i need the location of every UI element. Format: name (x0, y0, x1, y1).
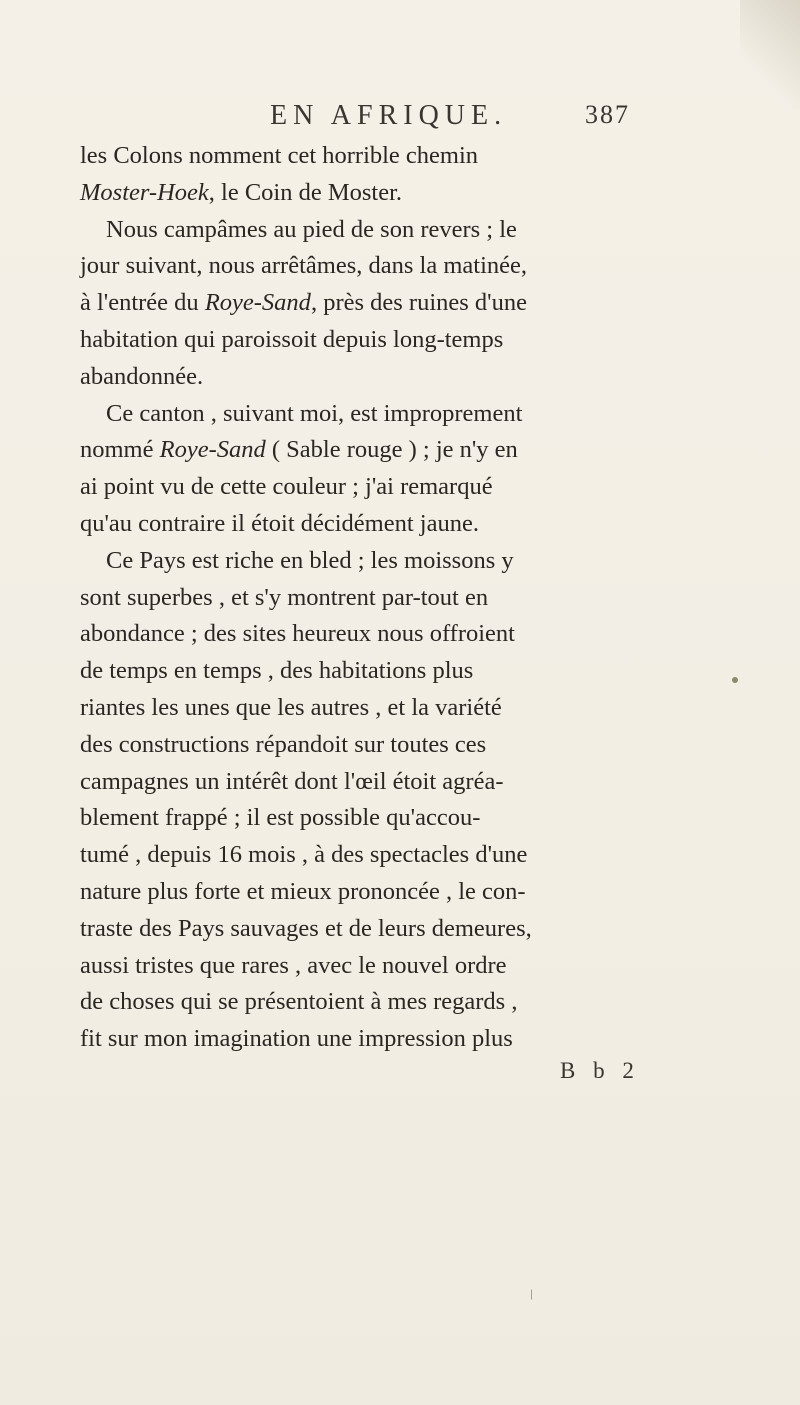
text-line: de temps en temps , des habitations plus (80, 657, 474, 685)
text-line: campagnes un intérêt dont l'œil étoit agréa- (80, 767, 504, 795)
text-line: de choses qui se présentoient à mes regards , (80, 988, 518, 1016)
place-name-roye-sand: Roye-Sand (204, 289, 311, 317)
place-name-roye-sand: Roye-Sand (159, 436, 266, 464)
text-line-rest: , le Coin de Moster. (208, 178, 403, 206)
text-line: des constructions répandoit sur toutes ces (80, 730, 487, 758)
text-segment: à l'entrée du (80, 289, 205, 317)
text-line: blement frappé ; il est possible qu'accou- (80, 804, 481, 832)
text-line: abandonnée. (80, 362, 204, 390)
text-line: sont superbes , et s'y montrent par-tout en (80, 583, 489, 611)
text-line: habitation qui paroissoit depuis long-temps (80, 325, 504, 353)
text-line: Ce Pays est riche en bled ; les moissons y (106, 546, 514, 574)
text-line: Ce canton , suivant moi, est improprement (106, 399, 523, 427)
text-line: traste des Pays sauvages et de leurs demeures, (80, 914, 532, 942)
running-title: EN AFRIQUE. (270, 100, 508, 131)
page-corner-shadow (740, 0, 800, 110)
text-line: fit sur mon imagination une impression plus (80, 1025, 513, 1053)
text-line: jour suivant, nous arrêtâmes, dans la matinée, (80, 252, 527, 280)
running-header (270, 100, 630, 140)
text-line: tumé , depuis 16 mois , à des spectacles d'une (80, 841, 528, 869)
text-line: Nous campâmes au pied de son revers ; le (106, 215, 517, 243)
text-line (80, 285, 700, 322)
text-line: abondance ; des sites heureux nous offroient (80, 620, 515, 648)
signature-mark: B b 2 (560, 1058, 640, 1083)
text-line: les Colons nomment cet horrible chemin (80, 142, 479, 169)
text-segment: ( Sable rouge ) ; je n'y en (265, 436, 518, 464)
text-line: riantes les unes que les autres , et la variété (80, 693, 502, 721)
text-line: qu'au contraire il étoit décidément jaune. (80, 509, 479, 537)
body-text (80, 138, 700, 1058)
place-name-moster-hoek: Moster-Hoek (80, 178, 209, 206)
text-segment: nommé (80, 436, 160, 464)
text-line (80, 175, 700, 212)
text-line: aussi tristes que rares , avec le nouvel ordre (80, 951, 507, 979)
stray-mark: / (527, 1287, 537, 1304)
ink-spot (732, 677, 738, 683)
text-segment: , près des ruines d'une (310, 289, 527, 317)
text-line: ai point vu de cette couleur ; j'ai remarqué (80, 473, 493, 501)
text-line: nature plus forte et mieux prononcée , le con- (80, 877, 526, 905)
text-line (80, 432, 700, 469)
page-number: 387 (585, 100, 630, 129)
